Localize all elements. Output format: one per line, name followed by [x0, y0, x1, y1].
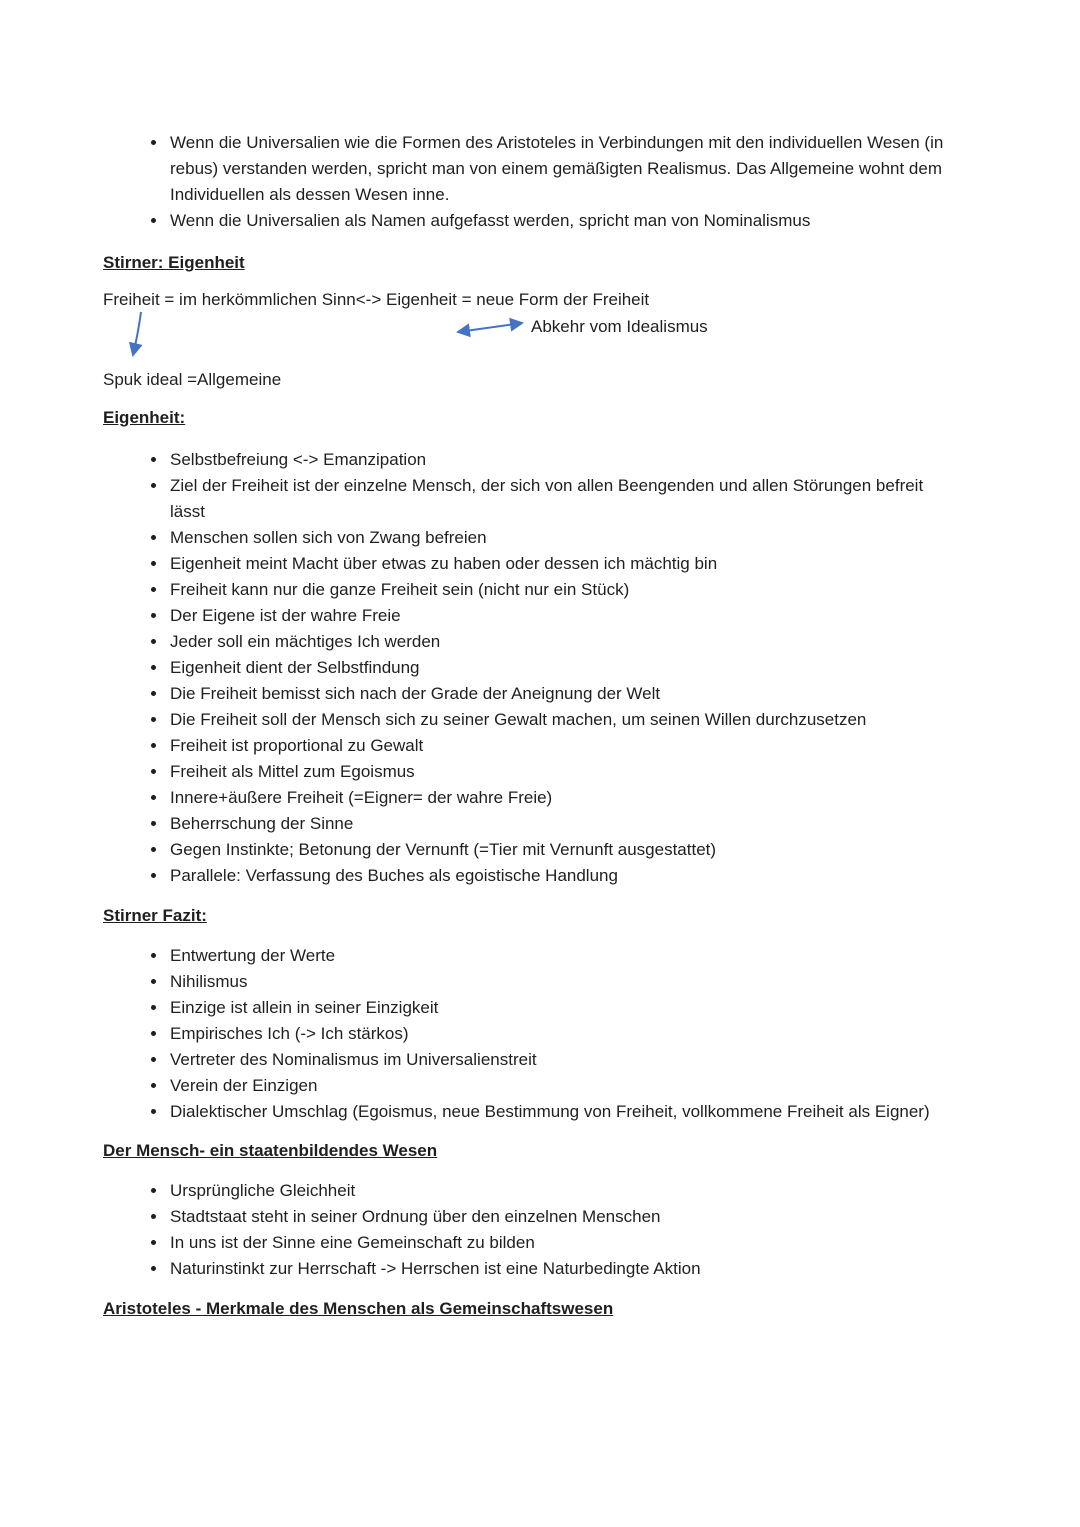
list-item: • Dialektischer Umschlag (Egoismus, neue Bestimmung von Freiheit, vollkommene Freiheit als Eigner): [168, 1099, 960, 1125]
annotation-abkehr-idealismus: Abkehr vom Idealismus: [531, 317, 708, 336]
section-heading-eigenheit: Eigenheit:: [103, 408, 186, 427]
list-item: • In uns ist der Sinne eine Gemeinschaft zu bilden: [168, 1230, 960, 1256]
list-item: • Empirisches Ich (-> Ich stärkos): [168, 1021, 960, 1047]
list-item: • Wenn die Universalien als Namen aufgefasst werden, spricht man von Nominalismus: [168, 208, 960, 234]
paragraph-spuk-ideal: Spuk ideal =Allgemeine: [103, 370, 282, 389]
list-item: • Verein der Einzigen: [168, 1073, 960, 1099]
list-item: • Eigenheit meint Macht über etwas zu haben oder dessen ich mächtig bin: [168, 551, 960, 577]
list-item: • Parallele: Verfassung des Buches als egoistische Handlung: [168, 863, 960, 889]
list-item: • Entwertung der Werte: [168, 943, 960, 969]
section-heading-aristoteles-merkmale: Aristoteles - Merkmale des Menschen als Gemeinschaftswesen: [103, 1299, 614, 1318]
list-item: • Die Freiheit bemisst sich nach der Grade der Aneignung der Welt: [168, 681, 960, 707]
arrow-down-icon: [127, 309, 149, 363]
list-item: • Selbstbefreiung <-> Emanzipation: [168, 447, 960, 473]
mensch-bullet-list: [103, 1178, 960, 1282]
list-item: • Innere+äußere Freiheit (=Eigner= der wahre Freie): [168, 785, 960, 811]
list-item: • Die Freiheit soll der Mensch sich zu seiner Gewalt machen, um seinen Willen durchzusetzen: [168, 707, 960, 733]
list-item: • Freiheit kann nur die ganze Freiheit sein (nicht nur ein Stück): [168, 577, 960, 603]
list-item: • Menschen sollen sich von Zwang befreien: [168, 525, 960, 551]
section-heading-mensch-staatenbildend: Der Mensch- ein staatenbildendes Wesen: [103, 1141, 438, 1160]
list-item: • Ziel der Freiheit ist der einzelne Mensch, der sich von allen Beengenden und allen Störungen befreit lässt: [168, 473, 960, 525]
list-item: • Stadtstaat steht in seiner Ordnung über den einzelnen Menschen: [168, 1204, 960, 1230]
list-item: • Freiheit als Mittel zum Egoismus: [168, 759, 960, 785]
intro-bullet-list: [103, 130, 960, 234]
list-item: • Einzige ist allein in seiner Einzigkeit: [168, 995, 960, 1021]
arrow-double-horizontal-icon: [448, 315, 532, 341]
list-item: • Beherrschung der Sinne: [168, 811, 960, 837]
fazit-bullet-list: [103, 943, 960, 1125]
list-item: • Naturinstinkt zur Herrschaft -> Herrschen ist eine Naturbedingte Aktion: [168, 1256, 960, 1282]
list-item: • Eigenheit dient der Selbstfindung: [168, 655, 960, 681]
list-item: • Freiheit ist proportional zu Gewalt: [168, 733, 960, 759]
list-item: • Nihilismus: [168, 969, 960, 995]
section-heading-stirner-fazit: Stirner Fazit:: [103, 906, 207, 925]
paragraph-freiheit-eigenheit: Freiheit = im herkömmlichen Sinn<-> Eigenheit = neue Form der Freiheit: [103, 290, 650, 309]
list-item: • Vertreter des Nominalismus im Universalienstreit: [168, 1047, 960, 1073]
list-item: • Ursprüngliche Gleichheit: [168, 1178, 960, 1204]
list-item: • Wenn die Universalien wie die Formen des Aristoteles in Verbindungen mit den individuellen Wesen (in rebus) verstanden werden, spricht man von einem gemäßigten Realismus. Das Allgemeine wohnt dem Individuellen als dessen Wesen inne.: [168, 130, 960, 208]
list-item: • Der Eigene ist der wahre Freie: [168, 603, 960, 629]
eigenheit-bullet-list: [103, 447, 960, 889]
list-item: • Gegen Instinkte; Betonung der Vernunft (=Tier mit Vernunft ausgestattet): [168, 837, 960, 863]
annotation-arrow-zone: [103, 313, 960, 367]
list-item: • Jeder soll ein mächtiges Ich werden: [168, 629, 960, 655]
section-heading-stirner-eigenheit: Stirner: Eigenheit: [103, 253, 245, 272]
